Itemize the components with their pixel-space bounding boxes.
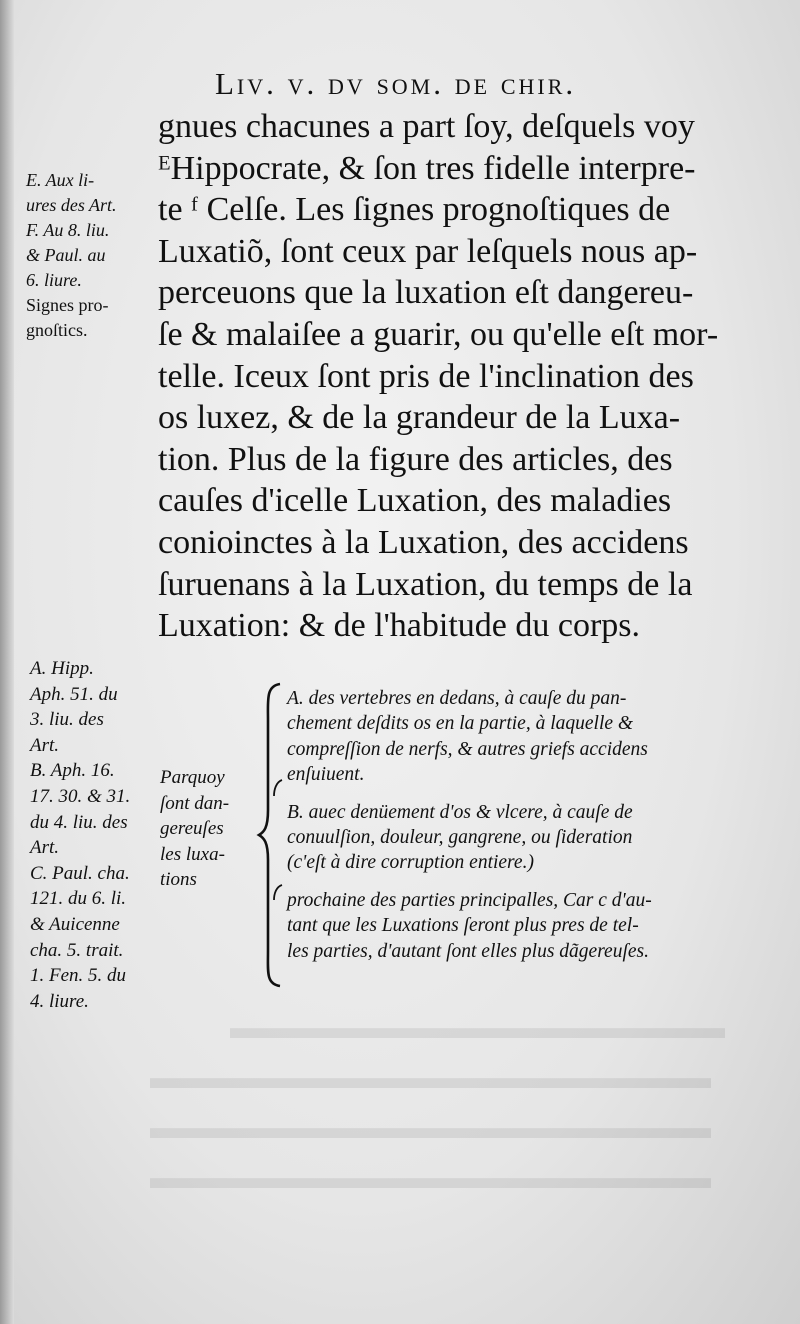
reference-line: 17. 30. & 31. — [30, 785, 131, 807]
text-line: cauſes d'icelle Luxation, des maladies — [158, 482, 672, 520]
bracket-b-line: conuulſion, douleur, gangrene, ou ſideration — [287, 827, 633, 849]
reference-notes — [30, 656, 160, 1014]
page-gutter-shadow — [0, 0, 14, 1324]
curly-brace-icon — [256, 680, 286, 990]
main-text-block — [158, 106, 738, 647]
bleed-through-2: ▬▬▬▬▬▬▬▬▬▬▬▬▬▬▬▬▬ — [150, 1060, 711, 1096]
text-line: ᴱHippocrate, & ſon tres fidelle interpre- — [158, 149, 696, 187]
brace-lead-line: les luxa- — [160, 843, 225, 865]
margin-note-line: Signes pro- — [26, 295, 109, 315]
running-head: Liv. v. dv som. de chir. — [215, 66, 577, 101]
reference-line: Art. — [30, 734, 60, 756]
bracketed-causes — [287, 686, 747, 964]
bracket-gap — [287, 876, 747, 888]
reference-line: & Auicenne — [30, 913, 120, 935]
text-line: ſe & malaiſee a guarir, ou qu'elle eſt mor- — [158, 315, 719, 353]
bleed-through-4: ▬▬▬▬▬▬▬▬▬▬▬▬▬▬▬▬▬ — [150, 1160, 711, 1196]
text-line: telle. Iceux ſont pris de l'inclination des — [158, 357, 694, 395]
bracket-a-line: chement deſdits os en la partie, à laquelle & — [287, 713, 634, 735]
margin-note-line: F. Au 8. liu. — [26, 220, 110, 240]
bracket-b-line: (c'eſt à dire corruption entiere.) — [287, 852, 534, 874]
margin-note-line: 6. liure. — [26, 270, 82, 290]
text-line: te ᶠ Celſe. Les ſignes prognoſtiques de — [158, 191, 671, 229]
bracket-c-line: les parties, d'autant ſont elles plus dãgereuſes. — [287, 940, 649, 962]
text-line: Luxatiõ, ſont ceux par leſquels nous ap- — [158, 232, 698, 270]
reference-line: C. Paul. cha. — [30, 862, 130, 884]
margin-note-line: ures des Art. — [26, 195, 117, 215]
reference-line: 1. Fen. 5. du — [30, 965, 127, 987]
bracket-a-line: enſuiuent. — [287, 764, 365, 786]
text-line: ſuruenans à la Luxation, du temps de la — [158, 565, 693, 603]
reference-line: 121. du 6. li. — [30, 888, 127, 910]
text-line: perceuons que la luxation eſt dangereu- — [158, 274, 694, 312]
text-line: tion. Plus de la figure des articles, des — [158, 440, 673, 478]
reference-line: cha. 5. trait. — [30, 939, 124, 961]
text-line: Luxation: & de l'habitude du corps. — [158, 607, 641, 645]
reference-line: B. Aph. 16. — [30, 760, 115, 782]
reference-line: 3. liu. des — [30, 709, 104, 731]
bracket-b-line: B. auec denüement d'os & vlcere, à cauſe de — [287, 801, 633, 823]
text-line: os luxez, & de la grandeur de la Luxa- — [158, 399, 681, 437]
margin-notes — [26, 168, 156, 343]
brace-lead-line: Parquoy — [160, 767, 225, 788]
reference-line: Art. — [30, 837, 60, 859]
brace-lead-line: ſont dan- — [160, 792, 230, 814]
margin-note-line: E. Aux li- — [26, 170, 95, 190]
bracket-c-line: tant que les Luxations ſeront plus pres de tel- — [287, 915, 639, 937]
bracket-a-line: A. des vertebres en dedans, à cauſe du pan- — [287, 688, 627, 709]
bracket-gap — [287, 788, 747, 800]
brace-lead-line: tions — [160, 869, 197, 891]
reference-line: Aph. 51. du — [30, 683, 118, 705]
bleed-through-1: ▬▬▬▬▬▬▬▬▬▬▬▬▬▬▬ — [230, 1010, 725, 1046]
text-line: conioinctes à la Luxation, des accidens — [158, 523, 689, 561]
bleed-through-3: ▬▬▬▬▬▬▬▬▬▬▬▬▬▬▬▬▬ — [150, 1110, 711, 1146]
margin-note-line: & Paul. au — [26, 245, 106, 265]
brace-lead-note — [160, 765, 270, 893]
reference-line: 4. liure. — [30, 990, 89, 1012]
text-line: gnues chacunes a part ſoy, deſquels voy — [158, 108, 695, 145]
bracket-a-line: compreſſion de nerfs, & autres griefs accidens — [287, 738, 648, 760]
margin-note-line: gnoſtics. — [26, 320, 88, 340]
brace-lead-line: gereuſes — [160, 818, 224, 840]
bracket-c-line: prochaine des parties principalles, Car c d'au- — [287, 889, 652, 911]
reference-line: A. Hipp. — [30, 658, 94, 679]
reference-line: du 4. liu. des — [30, 811, 128, 833]
